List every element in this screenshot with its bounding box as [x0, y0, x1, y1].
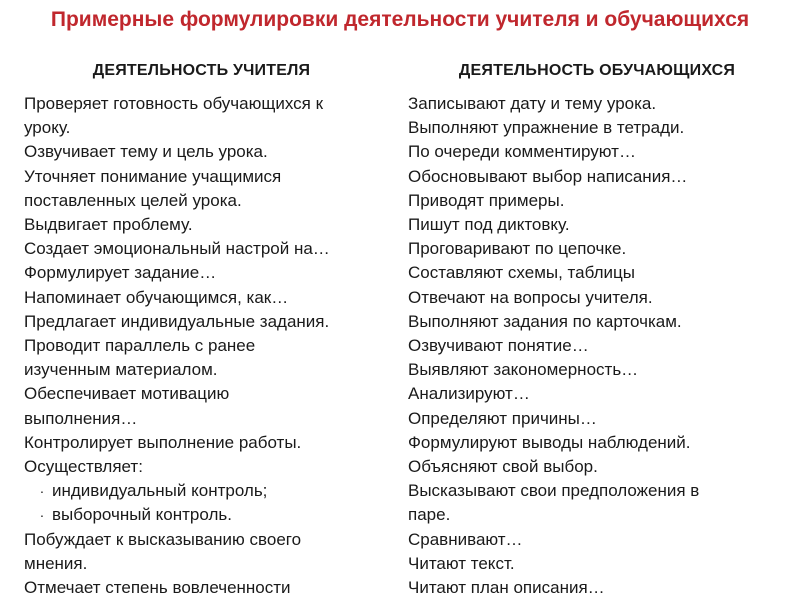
student-activity-line	[408, 576, 788, 600]
teacher-activity-line-text: Создает эмоциональный настрой на…	[24, 239, 330, 259]
student-activity-line	[408, 334, 788, 358]
teacher-activity-line	[24, 503, 394, 527]
teacher-activity-line	[24, 334, 394, 358]
teacher-activity-line	[24, 189, 394, 213]
student-activity-line-text: Пишут под диктовку.	[408, 215, 570, 235]
student-activity-line	[408, 92, 788, 116]
student-activity-line	[408, 528, 788, 552]
teacher-activity-line	[24, 407, 394, 431]
students-column	[408, 62, 788, 600]
teacher-activity-line	[24, 237, 394, 261]
student-activity-line-text: Формулируют выводы наблюдений.	[408, 432, 691, 452]
teacher-activity-line	[24, 358, 394, 382]
student-activity-line-text: Отвечают на вопросы учителя.	[408, 287, 653, 307]
student-activity-line	[408, 286, 788, 310]
student-activity-line-text: Читают план описания…	[408, 578, 605, 598]
teacher-activity-line	[24, 310, 394, 334]
teacher-activity-line	[24, 165, 394, 189]
teacher-activity-line	[24, 479, 394, 503]
teacher-activity-line-text: Побуждает к высказыванию своего	[24, 529, 302, 549]
teacher-activity-line-text: Уточняет понимание учащимися	[24, 166, 282, 186]
page-title: Примерные формулировки деятельности учителя и обучающихся	[50, 8, 750, 31]
teacher-column-header: ДЕЯТЕЛЬНОСТЬ УЧИТЕЛЯ	[92, 62, 311, 79]
teacher-activity-line-text: поставленных целей урока.	[24, 190, 242, 210]
teacher-activity-line-text: Контролирует выполнение работы.	[24, 432, 302, 452]
student-activity-line-text: Выявляют закономерность…	[408, 360, 639, 380]
teacher-activity-line-text: выполнения…	[24, 408, 138, 428]
student-activity-line	[408, 431, 788, 455]
teacher-activity-line	[24, 286, 394, 310]
student-activity-line	[408, 479, 788, 503]
student-activity-line	[408, 213, 788, 237]
student-activity-line	[408, 261, 788, 285]
teacher-activity-line-text: Выдвигает проблему.	[24, 215, 193, 235]
teacher-activity-line-text: Озвучивает тему и цель урока.	[24, 142, 268, 162]
teacher-activity-line	[24, 140, 394, 164]
bullet-icon: ·	[39, 483, 45, 500]
teacher-activity-line-text: Предлагает индивидуальные задания.	[24, 311, 330, 331]
teacher-activity-line-text: мнения.	[24, 553, 88, 573]
student-activity-line-text: Определяют причины…	[408, 408, 597, 428]
student-activity-line	[408, 358, 788, 382]
teacher-activity-line-text: Осуществляет:	[24, 457, 143, 477]
teacher-activity-line	[24, 455, 394, 479]
teacher-activity-line	[24, 261, 394, 285]
teacher-activity-line	[24, 552, 394, 576]
teacher-activity-line	[24, 92, 394, 116]
student-activity-line	[408, 407, 788, 431]
student-activity-line-text: Выполняют задания по карточкам.	[408, 311, 682, 331]
teacher-activity-line-text: Проводит параллель с ранее	[24, 336, 256, 356]
teacher-activity-line-text: Обеспечивает мотивацию	[24, 384, 230, 404]
student-activity-line	[408, 455, 788, 479]
student-activity-line	[408, 237, 788, 261]
bullet-icon: ·	[39, 507, 45, 524]
teacher-activity-line	[24, 213, 394, 237]
students-activity-list	[408, 92, 788, 600]
student-activity-line-text: Приводят примеры.	[408, 190, 565, 210]
students-column-header: ДЕЯТЕЛЬНОСТЬ ОБУЧАЮЩИХСЯ	[458, 62, 736, 79]
teacher-activity-line	[24, 431, 394, 455]
teacher-activity-line-text: Отмечает степень вовлеченности	[24, 578, 291, 598]
student-activity-line-text: Сравнивают…	[408, 529, 523, 549]
teacher-activity-line-text: выборочный контроль.	[52, 505, 232, 525]
teacher-activity-line-text: Проверяет готовность обучающихся к	[24, 94, 324, 113]
teacher-column	[24, 62, 394, 600]
teacher-activity-line-text: уроку.	[24, 118, 71, 138]
student-activity-line	[408, 116, 788, 140]
student-activity-line-text: Обосновывают выбор написания…	[408, 166, 688, 186]
teacher-activity-line	[24, 116, 394, 140]
teacher-activity-line	[24, 528, 394, 552]
teacher-activity-line-text: индивидуальный контроль;	[52, 481, 268, 501]
student-activity-line-text: Выполняют упражнение в тетради.	[408, 118, 685, 138]
student-activity-line	[408, 189, 788, 213]
student-activity-line	[408, 140, 788, 164]
teacher-activity-line-text: Напоминает обучающимся, как…	[24, 287, 289, 307]
student-activity-line	[408, 165, 788, 189]
teacher-activity-line-text: Формулирует задание…	[24, 263, 217, 283]
student-activity-line-text: паре.	[408, 505, 451, 525]
student-activity-line	[408, 552, 788, 576]
student-activity-line-text: Проговаривают по цепочке.	[408, 239, 627, 259]
student-activity-line	[408, 382, 788, 406]
student-activity-line-text: Записывают дату и тему урока.	[408, 94, 657, 113]
teacher-activity-line-text: изученным материалом.	[24, 360, 218, 380]
student-activity-line-text: Анализируют…	[408, 384, 530, 404]
student-activity-line-text: Озвучивают понятие…	[408, 336, 589, 356]
student-activity-line-text: Читают текст.	[408, 553, 515, 573]
student-activity-line	[408, 503, 788, 527]
teacher-activity-line	[24, 382, 394, 406]
student-activity-line-text: По очереди комментируют…	[408, 142, 636, 162]
teacher-activity-list	[24, 92, 394, 600]
student-activity-line	[408, 310, 788, 334]
student-activity-line-text: Высказывают свои предположения в	[408, 481, 700, 501]
teacher-activity-line	[24, 576, 394, 600]
student-activity-line-text: Объясняют свой выбор.	[408, 457, 598, 477]
student-activity-line-text: Составляют схемы, таблицы	[408, 263, 635, 283]
